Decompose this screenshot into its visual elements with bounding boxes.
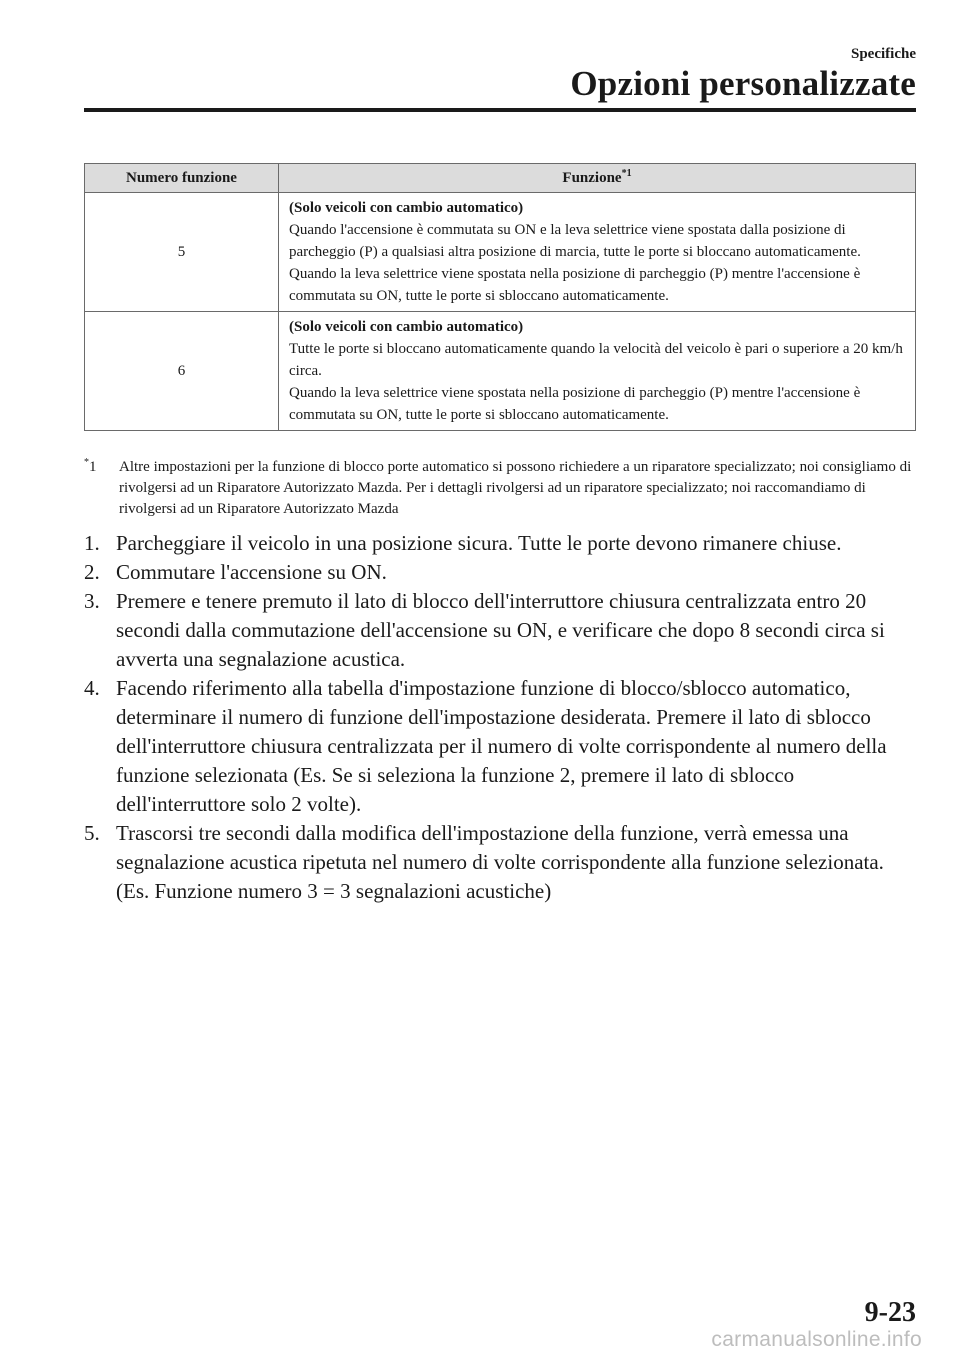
table-header-row [85,164,916,193]
function-text: Quando la leva selettrice viene spostata nella posizione di parcheggio (P) mentre l'accensione è commutata su ON, tutte le porte si sbloccano automaticamente. [289,266,861,304]
function-heading: (Solo veicoli con cambio automatico) [289,200,524,216]
table-row [85,312,916,431]
step-text: Premere e tenere premuto il lato di blocco dell'interruttore chiusura centralizzata entro 20 secondi dalla commutazione dell'accensione su ON, e verificare che dopo 8 secondi circa si avverta una segnalazione acustica. [116,589,885,671]
page-title: Opzioni personalizzate [570,64,916,103]
list-item [84,529,916,558]
footnote-text: Altre impostazioni per la funzione di blocco porte automatico si possono richiedere a un riparatore specializzato; noi consigliamo di rivolgersi ad un Riparatore Autorizzato Mazda. Per i dettagli rivolgersi ad un riparatore specializzato; noi raccomandiamo di rivolgersi ad un Riparatore Autorizzato Mazda [119,459,912,517]
list-item [84,587,916,674]
function-number: 6 [85,312,279,431]
function-heading: (Solo veicoli con cambio automatico) [289,319,524,335]
list-item [84,819,916,906]
footnote [84,457,916,520]
function-text: Quando la leva selettrice viene spostata nella posizione di parcheggio (P) mentre l'accensione è commutata su ON, tutte le porte si sbloccano automaticamente. [289,385,861,423]
step-text: Parcheggiare il veicolo in una posizione sicura. Tutte le porte devono rimanere chiuse. [116,531,842,555]
page-number: 9-23 [864,1297,916,1328]
col-header-function: Funzione$^{*1}$ [279,164,916,193]
step-number: 5. [84,821,100,845]
footnote-ref: *1 [621,168,632,179]
table-row [85,193,916,312]
step-number: 1. [84,531,100,555]
procedure-steps [84,529,916,906]
step-text: Trascorsi tre secondi dalla modifica dell'impostazione della funzione, verrà emessa una segnalazione acustica ripetuta nel numero di volte corrispondente alla funzione selezionata. (Es. Funzione numero 3 = 3 segnalazioni acustiche) [116,821,884,903]
page-header [84,44,916,104]
section-label: Specifiche [851,46,916,62]
header-rule [84,108,916,112]
watermark: carmanualsonline.info [711,1328,922,1351]
step-number: 3. [84,589,100,613]
col-header-number: Numero funzione [85,164,279,193]
list-item [84,558,916,587]
function-description [279,193,916,312]
function-description [279,312,916,431]
function-text: Tutte le porte si bloccano automaticamente quando la velocità del veicolo è pari o superiore a 20 km/h circa. [289,341,903,379]
step-text: Commutare l'accensione su ON. [116,560,387,584]
step-number: 2. [84,560,100,584]
function-table [84,163,916,431]
step-number: 4. [84,676,100,700]
step-text: Facendo riferimento alla tabella d'impostazione funzione di blocco/sblocco automatico, determinare il numero di funzione dell'impostazione desiderata. Premere il lato di sblocco dell'interruttore chiusura centralizzata per il numero di volte corrispondente al numero della funzione selezionata (Es. Se si seleziona la funzione 2, premere il lato di sblocco dell'interruttore solo 2 volte). [116,676,887,816]
list-item [84,674,916,819]
function-number: 5 [85,193,279,312]
footnote-mark: *1 [84,457,97,475]
function-text: Quando l'accensione è commutata su ON e la leva selettrice viene spostata dalla posizione di parcheggio (P) a qualsiasi altra posizione di marcia, tutte le porte si bloccano automaticamente. [289,222,861,260]
